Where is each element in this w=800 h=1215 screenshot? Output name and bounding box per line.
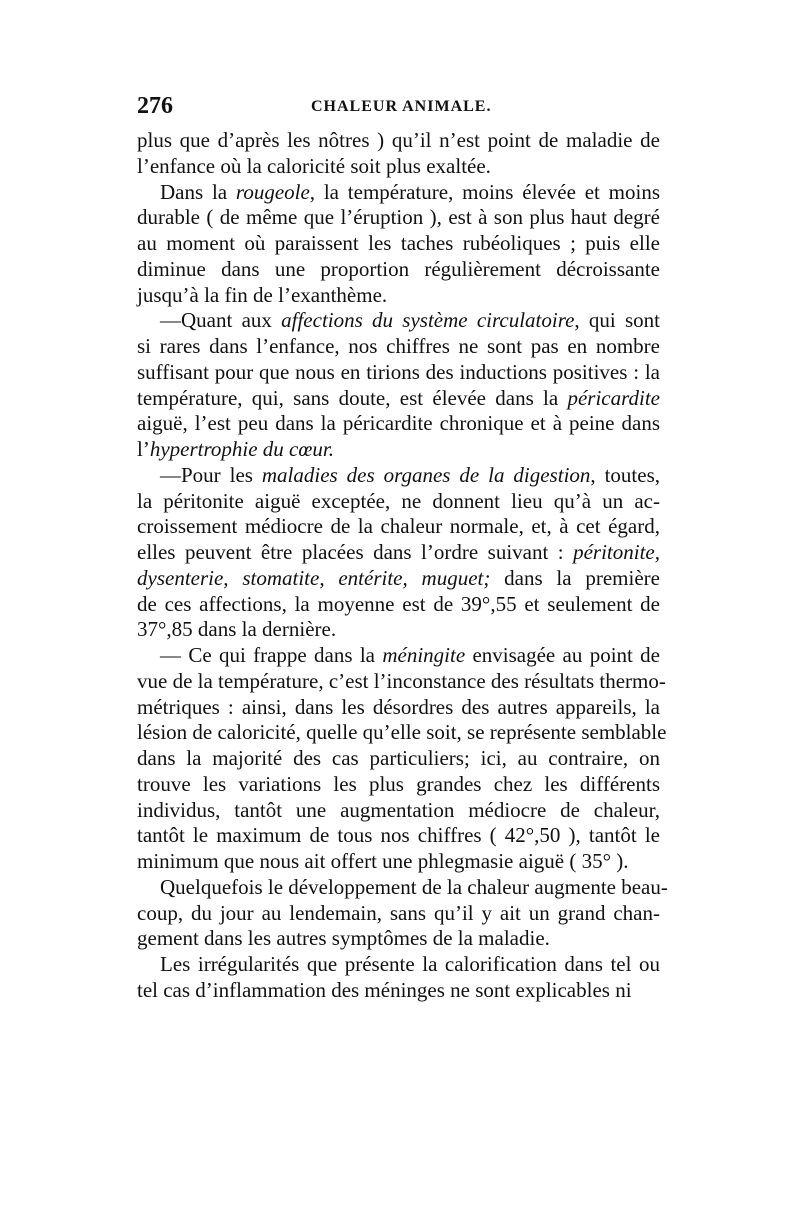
- text-run: 37°,85 dans la dernière.: [137, 617, 337, 642]
- text-line: [137, 180, 660, 206]
- text-line: [137, 874, 668, 901]
- text-line: [137, 231, 660, 257]
- text-line: [137, 257, 660, 283]
- text-line: [137, 308, 660, 334]
- text-line: [137, 746, 660, 772]
- text-line: [137, 514, 660, 540]
- text-run: la péritonite aiguë exceptée, ne donnent lieu qu’à un ac-: [137, 488, 660, 513]
- text-line: [137, 205, 660, 231]
- text-line: [137, 540, 660, 566]
- text-line: [137, 411, 660, 437]
- text-line: [137, 489, 660, 515]
- text-line: [137, 772, 660, 798]
- italic-text: affections du système circulatoire: [281, 308, 575, 333]
- italic-text: péricardite: [567, 385, 660, 410]
- text-run: — Ce qui frappe dans la: [160, 643, 383, 667]
- text-run: individus, tantôt une augmentation médiocre de chaleur,: [137, 797, 660, 822]
- text-line: [137, 334, 660, 360]
- text-line: [137, 617, 660, 643]
- italic-text: hypertrophie du cœur.: [149, 437, 334, 461]
- text-line: [137, 463, 660, 489]
- text-run: dans la première: [490, 565, 660, 590]
- text-line: [137, 386, 660, 412]
- text-run: , la température, moins élevée et moins: [309, 179, 660, 204]
- text-line: [137, 566, 660, 592]
- text-line: [137, 154, 660, 180]
- text-line: [137, 849, 660, 875]
- text-run: minimum que nous ait offert une phlegmasie aiguë ( 35° ).: [137, 849, 629, 873]
- text-run: diminue dans une proportion régulièrement décroissante: [137, 256, 660, 281]
- text-run: aiguë, l’est peu dans la péricardite chronique et à peine dans: [137, 411, 660, 436]
- text-run: , qui sont: [574, 308, 660, 333]
- text-run: suffisant pour que nous en tirions des inductions positives : la: [137, 359, 660, 384]
- text-line: [137, 668, 666, 695]
- text-run: croissement médiocre de la chaleur normale, et, à cet égard,: [137, 514, 660, 539]
- text-line: [137, 978, 660, 1004]
- text-run: l’enfance où la caloricité soit plus exaltée.: [137, 153, 491, 178]
- text-run: si rares dans l’enfance, nos chiffres ne sont pas en nombre: [137, 334, 660, 358]
- text-line: [137, 926, 660, 952]
- text-run: au moment où paraissent les taches rubéoliques ; puis elle: [137, 231, 660, 255]
- text-run: l’: [137, 437, 150, 461]
- text-run: durable ( de même que l’éruption ), est à son plus haut degré: [137, 205, 660, 230]
- text-line: [137, 901, 660, 927]
- text-run: de ces affections, la moyenne est de 39°,55 et seulement de: [137, 591, 660, 616]
- text-line: [137, 952, 660, 978]
- text-run: dans la majorité des cas particuliers; ici, au contraire, on: [137, 746, 660, 770]
- text-run: —Pour les: [160, 462, 262, 487]
- text-line: [137, 643, 660, 669]
- text-run: tantôt le maximum de tous nos chiffres ( 42°,50 ), tantôt le: [137, 823, 660, 848]
- page-header: [137, 93, 660, 123]
- text-run: elles peuvent être placées dans l’ordre suivant :: [137, 540, 574, 564]
- text-run: coup, du jour au lendemain, sans qu’il y ait un grand chan-: [137, 900, 660, 925]
- text-line: [137, 283, 660, 309]
- text-run: jusqu’à la fin de l’exanthème.: [137, 282, 388, 307]
- text-run: température, qui, sans doute, est élevée dans la: [137, 385, 568, 410]
- text-line: [137, 437, 660, 463]
- italic-text: péritonite,: [573, 540, 660, 564]
- text-line: [137, 798, 660, 824]
- italic-text: rougeole: [235, 179, 310, 204]
- text-run: plus que d’après les nôtres ) qu’il n’est point de maladie de: [137, 128, 660, 152]
- text-line: [137, 695, 660, 721]
- text-run: lésion de caloricité, quelle qu’elle soit, se représente semblable: [137, 720, 667, 745]
- text-run: trouve les variations les plus grandes chez les différents: [137, 771, 660, 796]
- text-run: métriques : ainsi, dans les désordres des autres appareils, la: [137, 694, 660, 719]
- text-line: [137, 823, 660, 849]
- text-run: vue de la température, c’est l’inconstance des résultats thermo-: [137, 668, 666, 693]
- italic-text: méningite: [382, 643, 466, 667]
- text-line: [137, 128, 660, 154]
- text-line: [137, 720, 667, 746]
- running-title: CHALEUR ANIMALE.: [311, 98, 492, 115]
- text-run: —Quant aux: [160, 308, 282, 333]
- page-number: 276: [137, 93, 173, 119]
- italic-text: maladies des organes de la digestion: [261, 462, 591, 487]
- text-run: gement dans les autres symptômes de la maladie.: [137, 926, 550, 951]
- text-run: tel cas d’inflammation des méninges ne sont explicables ni: [137, 977, 632, 1002]
- body-text: [137, 128, 668, 1004]
- text-run: , toutes,: [590, 462, 661, 487]
- text-line: [137, 360, 660, 386]
- text-run: envisagée au point de: [465, 643, 660, 667]
- italic-text: dysenterie, stomatite, entérite, muguet;: [137, 565, 491, 590]
- text-line: [137, 592, 660, 618]
- text-run: Les irrégularités que présente la calorification dans tel ou: [160, 952, 660, 976]
- text-run: Quelquefois le développement de la chaleur augmente beau-: [160, 874, 668, 899]
- text-run: Dans la: [160, 179, 236, 204]
